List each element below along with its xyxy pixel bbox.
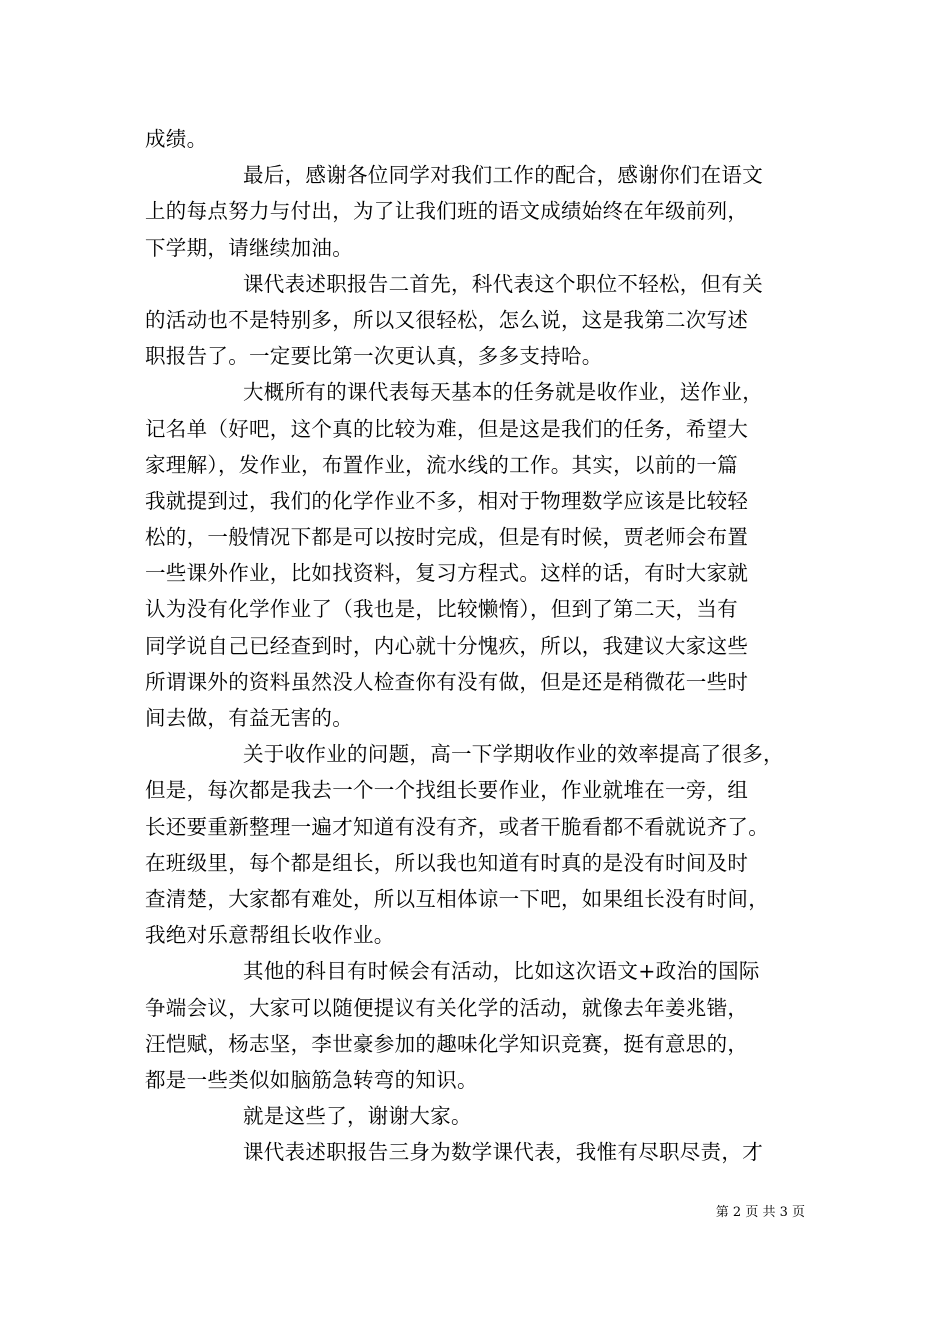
text-line: 查清楚，大家都有难处，所以互相体谅一下吧，如果组长没有时间， xyxy=(145,886,769,911)
document-body xyxy=(145,121,825,1170)
text-line: 所谓课外的资料虽然没人检查你有没有做，但是还是稍微花一些时 xyxy=(145,669,749,694)
text-line: 的活动也不是特别多，所以又很轻松，怎么说，这是我第二次写述 xyxy=(145,307,749,332)
text-line: 大概所有的课代表每天基本的任务就是收作业，送作业， xyxy=(243,380,763,405)
text-line: 记名单（好吧，这个真的比较为难，但是这是我们的任务，希望大 xyxy=(145,416,749,441)
text-line: 长还要重新整理一遍才知道有没有齐，或者干脆看都不看就说齐了。 xyxy=(145,814,769,839)
text-line: 课代表述职报告二首先，科代表这个职位不轻松，但有关 xyxy=(243,271,763,296)
text-line: 家理解），发作业，布置作业，流水线的工作。其实，以前的一篇 xyxy=(145,452,738,477)
text-line: 认为没有化学作业了（我也是，比较懒惰），但到了第二天，当有 xyxy=(145,597,738,622)
text-line: 在班级里，每个都是组长，所以我也知道有时真的是没有时间及时 xyxy=(145,850,749,875)
page-number-footer: 第 2 页 共 3 页 xyxy=(715,1205,805,1220)
text-line: 松的，一般情况下都是可以按时完成，但是有时候，贾老师会布置 xyxy=(145,525,749,550)
text-line: 最后，感谢各位同学对我们工作的配合，感谢你们在语文 xyxy=(243,163,763,188)
text-line: 职报告了。一定要比第一次更认真，多多支持哈。 xyxy=(145,344,603,369)
text-line: 一些课外作业，比如找资料，复习方程式。这样的话，有时大家就 xyxy=(145,561,749,586)
text-line: 我就提到过，我们的化学作业不多，相对于物理数学应该是比较轻 xyxy=(145,488,749,513)
text-line: 就是这些了，谢谢大家。 xyxy=(243,1104,472,1129)
text-line: 其他的科目有时候会有活动，比如这次语文+政治的国际 xyxy=(243,959,760,984)
text-line: 课代表述职报告三身为数学课代表，我惟有尽职尽责，才 xyxy=(243,1140,763,1165)
text-line: 上的每点努力与付出，为了让我们班的语文成绩始终在年级前列， xyxy=(145,199,749,224)
text-line: 但是，每次都是我去一个一个找组长要作业，作业就堆在一旁，组 xyxy=(145,778,749,803)
text-line: 成绩。 xyxy=(145,127,208,151)
text-line: 争端会议，大家可以随便提议有关化学的活动，就像去年姜兆锴， xyxy=(145,995,749,1020)
text-line: 汪恺赋，杨志坚，李世豪参加的趣味化学知识竞赛，挺有意思的， xyxy=(145,1031,749,1056)
text-line: 间去做，有益无害的。 xyxy=(145,706,353,730)
text-line: 同学说自己已经查到时，内心就十分愧疚，所以，我建议大家这些 xyxy=(145,633,749,658)
text-line: 都是一些类似如脑筋急转弯的知识。 xyxy=(145,1067,478,1092)
text-line: 下学期，请继续加油。 xyxy=(145,235,353,260)
text-line: 我绝对乐意帮组长收作业。 xyxy=(145,923,395,948)
text-line: 关于收作业的问题，高一下学期收作业的效率提高了很多， xyxy=(243,742,784,767)
